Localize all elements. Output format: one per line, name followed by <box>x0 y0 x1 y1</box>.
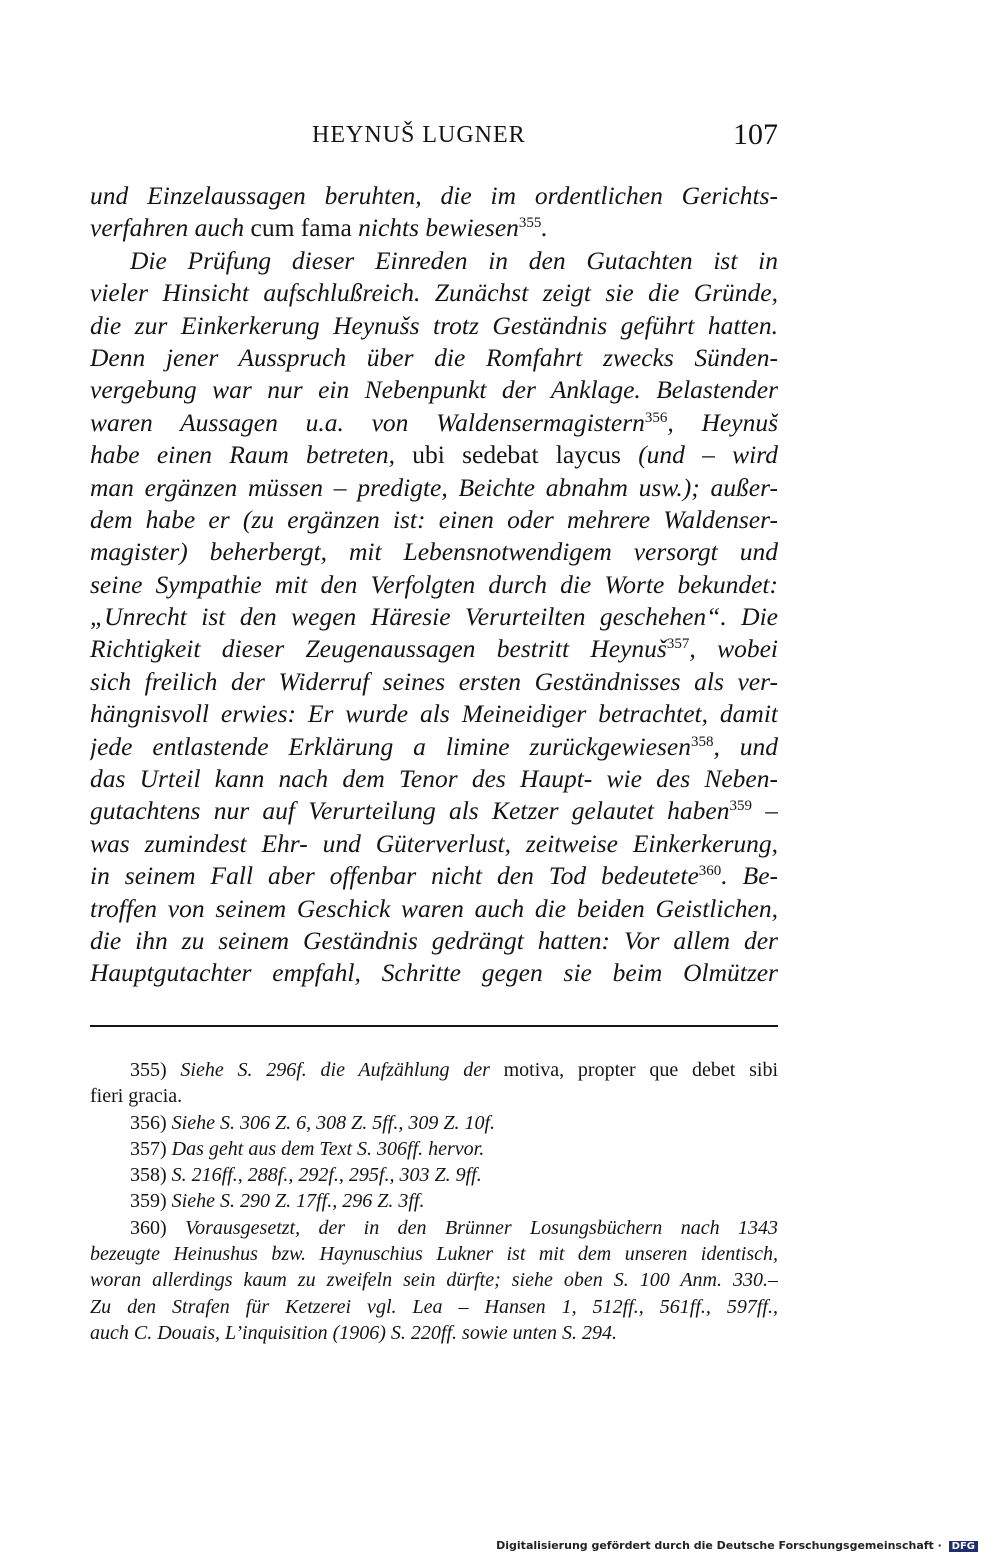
text-line <box>90 439 778 471</box>
text-run: , und <box>713 731 778 761</box>
text-run: . <box>541 213 548 243</box>
footnote-ref[interactable]: 355 <box>518 215 542 232</box>
text-line: dem habe er (zu ergänzen ist: einen oder mehrere Waldenser- <box>90 504 778 534</box>
digitization-credit: Digitalisierung gefördert durch die Deutsche Forschungsgemeinschaft · DFG <box>496 1539 978 1552</box>
footnote-356 <box>90 1110 778 1136</box>
text-line <box>90 731 778 763</box>
latin-term: ubi sedebat laycus <box>412 440 621 470</box>
footnote-ref[interactable]: 360 <box>698 863 722 880</box>
text-run: waren Aussagen u.a. von Waldensermagistern <box>90 407 645 437</box>
text-line: magister) beherbergt, mit Lebensnotwendigem versorgt und <box>90 537 778 567</box>
footnote-360 <box>90 1215 778 1241</box>
text-run: in seinem Fall aber offenbar nicht den Tod bedeutete <box>90 861 699 891</box>
text-run: (und – wird <box>638 440 778 470</box>
text-line: sich freilich der Widerruf seines ersten Geständnisses als ver- <box>90 666 778 696</box>
text-run: habe einen Raum betreten, <box>90 440 395 470</box>
text-run: – <box>752 796 778 826</box>
text-line: hängnisvoll erwies: Er wurde als Meineidiger betrachtet, damit <box>90 699 778 729</box>
credit-text: Digitalisierung gefördert durch die Deutsche Forschungsgemeinschaft <box>496 1539 934 1552</box>
text-run: Richtigkeit dieser Zeugenaussagen bestritt Heynuš <box>90 634 667 664</box>
text-line: das Urteil kann nach dem Tenor des Haupt- wie des Neben- <box>90 764 778 794</box>
footnote-ref[interactable]: 358 <box>690 733 714 750</box>
text-line: vergebung war nur ein Nebenpunkt der Anklage. Belastender <box>90 375 778 405</box>
text-run: Siehe S. 296f. die Aufzählung der <box>180 1059 490 1081</box>
footnote-number: 360) <box>130 1216 167 1239</box>
text-line: was zumindest Ehr- und Güterverlust, zeitweise Einkerkerung, <box>90 828 778 858</box>
footnote-358 <box>90 1162 778 1188</box>
text-line: und Einzelaussagen beruhten, die im ordentlichen Gerichts- <box>90 181 778 210</box>
text-run: . Be- <box>721 861 778 891</box>
footnote-357 <box>90 1136 778 1162</box>
footnote-355 <box>90 1057 778 1083</box>
text-line: Die Prüfung dieser Einreden in den Gutachten ist in <box>130 245 778 275</box>
page-number: 107 <box>733 118 778 151</box>
footnote-number: 358) <box>130 1164 167 1187</box>
text-line: die zur Einkerkerung Heynušs trotz Geständnis geführt hatten. <box>90 310 778 340</box>
text-line: man ergänzen müssen – predigte, Beichte abnahm usw.); außer- <box>90 472 778 502</box>
footnote-359 <box>90 1188 778 1214</box>
text-run: , wobei <box>689 634 778 664</box>
page-header <box>90 118 778 154</box>
text-run: S. 216ff., 288f., 292f., 295f., 303 Z. 9ff. <box>171 1164 482 1187</box>
text-run: Siehe S. 290 Z. 17ff., 296 Z. 3ff. <box>171 1190 425 1213</box>
text-line <box>90 212 778 244</box>
text-run: , Heynuš <box>667 407 778 437</box>
footnote-360-cont: woran allerdings kaum zu zweifeln sein dürfte; siehe oben S. 100 Anm. 330.– <box>90 1269 778 1292</box>
footnote-ref[interactable]: 356 <box>644 409 668 426</box>
footnote-number: 359) <box>130 1190 167 1213</box>
text-line: troffen von seinem Geschick waren auch die beiden Geistlichen, <box>90 893 778 923</box>
footnote-360-cont: auch C. Douais, L’inquisition (1906) S. 220ff. sowie unten S. 294. <box>90 1321 618 1344</box>
footnote-360-cont: bezeugte Heinushus bzw. Haynuschius Lukner ist mit dem unseren identisch, <box>90 1243 778 1266</box>
text-run: Siehe S. 306 Z. 6, 308 Z. 5ff., 309 Z. 10f. <box>171 1111 496 1134</box>
footnote-number: 355) <box>130 1059 167 1081</box>
text-line <box>90 633 778 665</box>
latin-term: cum fama <box>250 213 352 243</box>
text-line <box>90 860 778 892</box>
footnote-ref[interactable]: 359 <box>729 798 752 815</box>
text-line: „Unrecht ist den wegen Häresie Verurteilten geschehen“. Die <box>90 602 778 632</box>
text-run: nichts bewiesen <box>358 213 519 243</box>
text-line: vieler Hinsicht aufschlußreich. Zunächst zeigt sie die Gründe, <box>90 278 778 308</box>
body-text <box>90 180 778 990</box>
text-line: Denn jener Ausspruch über die Romfahrt zwecks Sünden- <box>90 342 778 372</box>
footnote-number: 356) <box>130 1111 167 1134</box>
footnote-360-cont: Zu den Strafen für Ketzerei vgl. Lea – Hansen 1, 512ff., 561ff., 597ff., <box>90 1295 778 1318</box>
running-head: HEYNUŠ LUGNER <box>312 122 526 148</box>
text-line: Hauptgutachter empfahl, Schritte gegen sie beim Olmützer <box>90 958 778 988</box>
text-run: Vorausgesetzt, der in den Brünner Losungsbüchern nach 1343 <box>185 1216 778 1239</box>
text-line <box>90 407 778 439</box>
text-run: gutachtens nur auf Verurteilung als Ketzer gelautet haben <box>90 796 730 826</box>
latin-term: motiva, propter que debet sibi <box>503 1059 778 1081</box>
footnote-number: 357) <box>130 1137 167 1160</box>
dfg-logo: DFG <box>949 1541 978 1552</box>
footnotes <box>90 1057 778 1346</box>
footnote-355-cont: fieri gracia. <box>90 1085 183 1108</box>
footnote-ref[interactable]: 357 <box>666 636 690 653</box>
footnote-divider <box>90 1025 778 1027</box>
text-line: seine Sympathie mit den Verfolgten durch die Worte bekundet: <box>90 569 778 599</box>
text-line: die ihn zu seinem Geständnis gedrängt hatten: Vor allem der <box>90 925 778 955</box>
text-run: verfahren auch <box>90 213 245 243</box>
text-run: jede entlastende Erklärung a limine zurückgewiesen <box>90 731 691 761</box>
text-run: Das geht aus dem Text S. 306ff. hervor. <box>171 1137 485 1160</box>
text-line <box>90 795 778 827</box>
